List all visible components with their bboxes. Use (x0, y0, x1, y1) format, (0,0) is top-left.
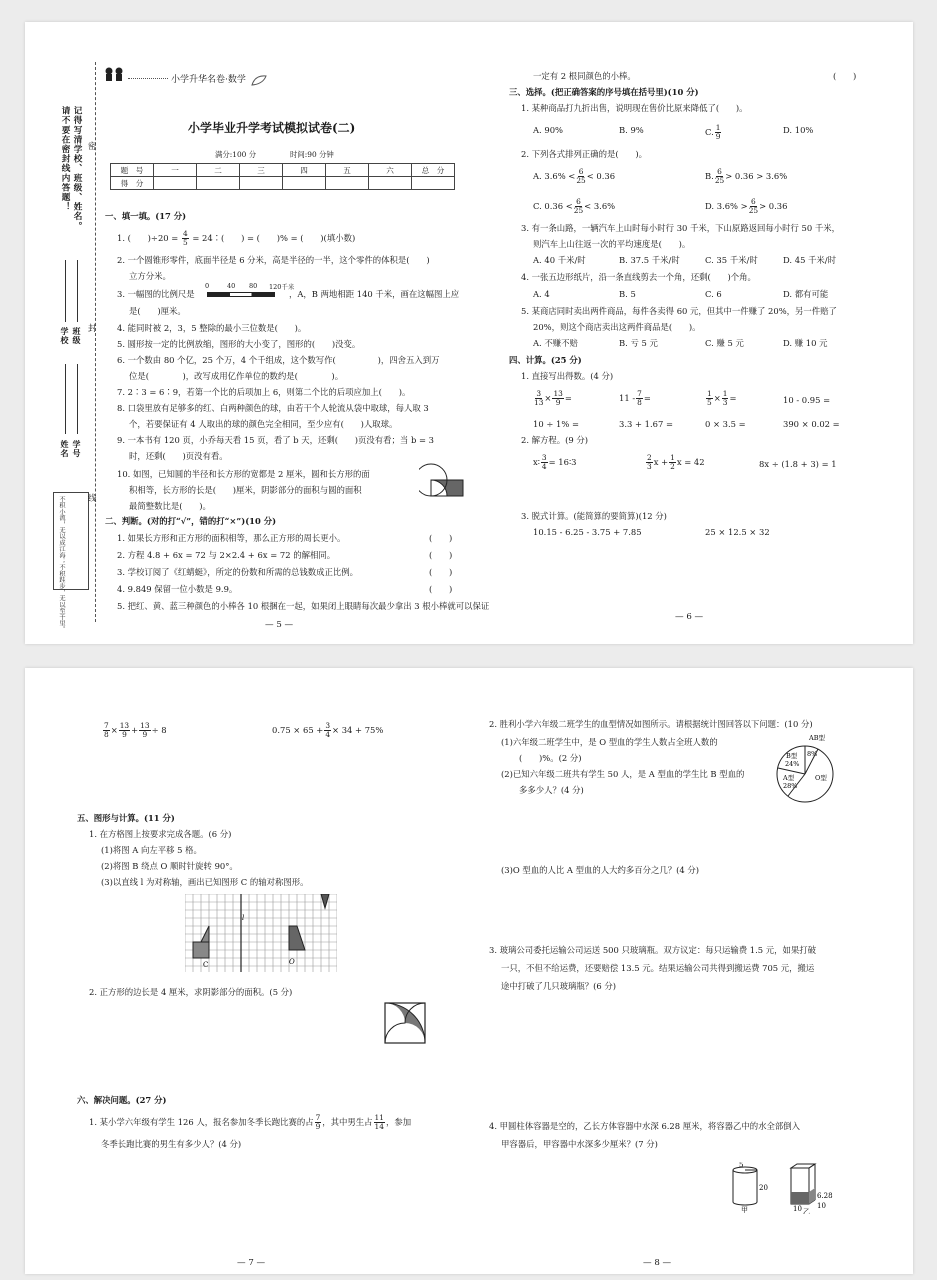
grid-label-o: O (289, 958, 295, 966)
equation: 8x ÷ (1.8 + 3) = 1 (759, 459, 837, 469)
choice-5-cont: 20%，则这个商店卖出这两件商品是( )。 (533, 322, 701, 332)
problem-1: 1. 某小学六年级有学生 126 人，报名参加冬季长跑比赛的占 $\frac{7}{9}$ ，其中男生占 $\frac{11}{14}$ ，参加 (89, 1113, 412, 1131)
seal-mark: 线 (88, 493, 97, 503)
calc-2: 2. 解方程。(9 分) (521, 435, 589, 445)
option: C. 赚 5 元 (705, 338, 744, 348)
problem-2: 2. 胜利小学六年级二班学生的血型情况如图所示。请根据统计图回答以下问题：(10 分) (489, 719, 813, 729)
option: A. 90% (533, 125, 563, 135)
choice-2: 2. 下列各式排列正确的是( )。 (521, 149, 648, 159)
fig-radius: 5 (739, 1162, 744, 1169)
score-cell: 六 (369, 164, 412, 177)
answer-paren[interactable]: ( ) (429, 567, 453, 577)
score-cell[interactable] (283, 177, 326, 190)
question-9-cont: 时，还剩( )页没有看。 (129, 451, 228, 461)
calc-item: $\frac{1}{5}$ × $\frac{1}{3}$ = (707, 389, 737, 407)
option: B. 9% (619, 125, 644, 135)
question-10-cont2: 最简整数比是( )。 (129, 501, 211, 511)
calc-1: 1. 直接写出得数。(4 分) (521, 371, 614, 381)
expression: 25 × 12.5 × 32 (705, 527, 770, 537)
pie-label-b: B型 (786, 752, 798, 760)
expression: 10.15 - 6.25 - 3.75 + 7.85 (533, 527, 642, 537)
option: D. 45 千米/时 (783, 255, 837, 265)
score-cell[interactable] (154, 177, 197, 190)
option: C. 35 千米/时 (705, 255, 758, 265)
motto-text: 不积小流，无以成江海；不积跬步，无以至千里。 (58, 496, 65, 633)
fig-name-yi: 乙 (803, 1208, 810, 1214)
question-8: 8. 口袋里放有足够多的红、白两种颜色的球，由若干个人轮流从袋中取球，每人取 3 (117, 403, 429, 413)
choice-4: 4. 一张五边形纸片，沿一条直线剪去一个角，还剩( )个角。 (521, 272, 756, 282)
question-6-cont: 位是( )，改写成用亿作单位的数约是( )。 (129, 371, 344, 381)
choice-3-cont: 则汽车上山往返一次的平均速度是( )。 (533, 239, 691, 249)
grid-label-c: C (203, 961, 209, 969)
option: B. 亏 5 元 (619, 338, 658, 348)
seal-mark: 封 (88, 323, 97, 333)
question-6: 6. 一个数由 80 个亿，25 个万，4 个千组成，这个数写作( )，四舍五入到万 (117, 355, 440, 365)
question-3-cont: 是( )厘米。 (129, 306, 186, 316)
score-cell[interactable] (326, 177, 369, 190)
graph-question-1: 1. 在方格图上按要求完成各题。(6 分) (89, 829, 232, 839)
score-cell[interactable] (369, 177, 412, 190)
option: B. $\frac{6}{25}$ > 0.36 > 3.6% (705, 167, 788, 185)
pie-label-o: O型 (815, 774, 827, 782)
section-heading: 三、选择。(把正确答案的序号填在括号里)(10 分) (509, 87, 699, 97)
score-table (110, 163, 455, 190)
answer-paren[interactable]: ( ) (429, 584, 453, 594)
option: D. 赚 10 元 (783, 338, 828, 348)
problem-4: 4. 甲圆柱体容器是空的，乙长方体容器中水深 6.28 厘米，将容器乙中的水全部倒入 (489, 1121, 800, 1131)
pie-value-a: 28% (783, 782, 798, 790)
option: A. 3.6% < $\frac{6}{25}$ < 0.36 (533, 167, 616, 185)
problem-2-part1-cont: ( )%。(2 分) (519, 753, 582, 763)
problem-4-cont: 甲容器后，甲容器中水深多少厘米？(7 分) (501, 1139, 658, 1149)
option: D. 都有可能 (783, 289, 829, 299)
top-spread (25, 22, 913, 644)
fig-width: 10 (817, 1202, 826, 1210)
pie-label-a: A型 (783, 774, 795, 782)
choice-1: 1. 某种商品打九折出售，说明现在售价比原来降低了( )。 (521, 103, 748, 113)
problem-1-cont: 冬季长跑比赛的男生有多少人？(4 分) (101, 1139, 242, 1149)
score-cell: 三 (240, 164, 283, 177)
question-3: 3. 一幅图的比例尺是 (117, 289, 195, 299)
blood-type-pie-chart (775, 728, 837, 808)
page-number: — 5 — (265, 620, 294, 630)
graph-sub-1: (1)将图 A 向左平移 5 格。 (101, 845, 202, 855)
side-label-school: 学校 (60, 327, 70, 345)
option: A. 40 千米/时 (533, 255, 586, 265)
square-grid[interactable] (185, 894, 337, 972)
answer-paren[interactable]: ( ) (429, 550, 453, 560)
calc-item: 390 × 0.02 = (783, 419, 840, 429)
leaf-icon (251, 71, 267, 83)
score-cell[interactable] (412, 177, 455, 190)
bottom-spread (25, 668, 913, 1274)
graph-question-2: 2. 正方形的边长是 4 厘米，求阴影部分的面积。(5 分) (89, 987, 293, 997)
option: D. 10% (783, 125, 814, 135)
judge-5: 5. 把红、黄、蓝三种颜色的小棒各 10 根捆在一起，如果闭上眼睛每次最少拿出 3 根小棒就可以保证 (117, 601, 490, 611)
page-title: 小学毕业升学考试模拟试卷(二) (188, 121, 356, 135)
problem-2-part3: (3)O 型血的人比 A 型血的人大约多百分之几？(4 分) (501, 865, 700, 875)
question-5: 5. 圆形按一定的比例放缩，图形的大小变了，图形的( )没变。 (117, 339, 361, 349)
option: A. 不赚不赔 (533, 338, 578, 348)
page-number: — 7 — (237, 1258, 266, 1268)
problem-3-cont2: 途中打破了几只玻璃瓶？(6 分) (501, 981, 617, 991)
score-cell: 题 号 (111, 164, 154, 177)
option: B. 37.5 千米/时 (619, 255, 680, 265)
question-8-cont: 个，若要保证有 4 人取出的球的颜色完全相同，至少应有( )人取球。 (129, 419, 398, 429)
problem-2-part2: (2)已知六年级二班共有学生 50 人，是 A 型血的学生比 B 型血的 (501, 769, 745, 779)
children-logo-icon (103, 66, 125, 82)
expression: 0.75 × 65 + $\frac{3}{4}$ × 34 + 75% (272, 721, 384, 739)
section-heading: 六、解决问题。(27 分) (77, 1095, 167, 1105)
judge-1: 1. 如果长方形和正方形的面积相等，那么正方形的周长更小。 (117, 533, 346, 543)
side-note-1: 请不要在密封线内答题！ (60, 106, 70, 212)
graph-sub-2: (2)将图 B 绕点 O 顺时针旋转 90°。 (101, 861, 238, 871)
exam-time: 时间:90 分钟 (290, 150, 334, 159)
circle-rectangle-figure (419, 460, 465, 500)
full-score: 满分:100 分 (215, 150, 257, 159)
side-label-name: 姓名 (60, 440, 70, 458)
question-10: 10. 如图，已知圆的半径和长方形的宽都是 2 厘米，圆和长方形的面 (117, 469, 370, 479)
score-cell: 一 (154, 164, 197, 177)
question-2-cont: 立方分米。 (129, 271, 171, 281)
side-line (65, 364, 66, 434)
section-heading: 四、计算。(25 分) (509, 355, 582, 365)
answer-paren[interactable]: ( ) (833, 71, 857, 81)
header-rule (128, 78, 168, 79)
calc-item: $\frac{3}{13}$ × $\frac{13}{9}$ = (534, 389, 572, 407)
graph-sub-3: (3)以直线 l 为对称轴，画出已知图形 C 的轴对称图形。 (101, 877, 309, 887)
series-title: 小学升华名卷·数学 (171, 75, 246, 85)
option: C. 6 (705, 289, 722, 299)
score-cell[interactable] (240, 177, 283, 190)
option: D. 3.6% > $\frac{6}{25}$ > 0.36 (705, 197, 788, 215)
choice-3: 3. 有一条山路，一辆汽车上山时每小时行 30 千米，下山原路返回每小时行 50 千米， (521, 223, 840, 233)
calc-item: 0 × 3.5 = (705, 419, 746, 429)
judge-2: 2. 方程 4.8 + 6x = 72 与 2×2.4 + 6x = 72 的解相同。 (117, 550, 336, 560)
score-cell: 五 (326, 164, 369, 177)
side-note-2: 记得写清学校、班级、姓名。 (72, 106, 82, 231)
fig-name-jia: 甲 (741, 1206, 748, 1214)
calc-item: 3.3 + 1.67 = (619, 419, 673, 429)
score-cell[interactable] (197, 177, 240, 190)
square-arc-figure (383, 1002, 427, 1044)
pie-value-b: 24% (785, 760, 800, 768)
grid-label-l: l (242, 914, 245, 922)
option: A. 4 (533, 289, 550, 299)
equation: x∶ $\frac{3}{4}$ = 16∶3 (533, 453, 577, 471)
question-7: 7. 2∶3 = 6∶9，若第一个比的后项加上 6，则第二个比的后项应加上( )。 (117, 387, 411, 397)
side-label-class: 班级 (72, 327, 82, 345)
judge-5-cont: 一定有 2 根同颜色的小棒。 (533, 71, 636, 81)
judge-3: 3. 学校订阅了《红蜻蜓》，所定的份数和所需的总钱数成正比例。 (117, 567, 358, 577)
score-cell: 四 (283, 164, 326, 177)
question-9: 9. 一本书有 120 页，小乔每天看 15 页，看了 b 天，还剩( )页没有看；当 b = 3 (117, 435, 434, 445)
problem-3-cont: 一只，不但不给运费，还要赔偿 13.5 元。结果运输公司共得到搬运费 705 元，搬运 (501, 963, 815, 973)
seal-mark: 密 (88, 141, 97, 151)
score-cell: 得 分 (111, 177, 154, 190)
calc-item: 10 ÷ 1% = (533, 419, 579, 429)
option: C. $\frac{1}{9}$ (705, 123, 721, 141)
question-4: 4. 能同时被 2，3，5 整除的最小三位数是( )。 (117, 323, 307, 333)
choice-5: 5. 某商店同时卖出两件商品，每件各卖得 60 元，但其中一件赚了 20%，另一件赔了 (521, 306, 837, 316)
fig-length: 10 (793, 1205, 802, 1213)
calc-item: 11 - $\frac{7}{8}$ = (619, 389, 651, 407)
container-figures (725, 1162, 837, 1214)
answer-paren[interactable]: ( ) (429, 533, 453, 543)
question-10-cont: 积相等，长方形的长是( )厘米，阴影部分的面积与圆的面积 (129, 485, 362, 495)
calc-3: 3. 脱式计算。(能简算的要简算)(12 分) (521, 511, 667, 521)
equation: $\frac{2}{3}$ x + $\frac{1}{2}$ x = 42 (647, 453, 705, 471)
question-3-mid: ，A，B 两地相距 140 千米，画在这幅图上应 (289, 289, 460, 299)
question-2: 2. 一个圆锥形零件，底面半径是 6 分米，高是半径的一半，这个零件的体积是( ) (117, 255, 430, 265)
side-line (77, 364, 78, 434)
section-heading: 二、判断。(对的打“√”，错的打“×”)(10 分) (105, 516, 277, 526)
side-line (77, 260, 78, 322)
side-label-number: 学号 (72, 440, 82, 458)
score-cell: 总 分 (412, 164, 455, 177)
problem-3: 3. 玻璃公司委托运输公司运送 500 只玻璃瓶。双方议定：每只运输费 1.5 元，如果打破 (489, 945, 816, 955)
calc-item: 10 - 0.95 = (783, 395, 831, 405)
scale-bar: 0 40 80 120千米 (205, 282, 287, 300)
page-number: — 6 — (675, 612, 704, 622)
motto-box (53, 492, 89, 633)
fig-height: 20 (759, 1184, 768, 1192)
side-line (65, 260, 66, 322)
section-heading: 五、图形与计算。(11 分) (77, 813, 175, 823)
page-number: — 8 — (643, 1258, 672, 1268)
score-cell: 二 (197, 164, 240, 177)
fig-water-depth: 6.28 (817, 1192, 833, 1200)
expression: $\frac{7}{8}$ × $\frac{13}{9}$ + $\frac{13}{9}$ ÷ 8 (104, 721, 167, 739)
question-1: 1. ( )÷20 = $\frac{4}{5}$ = 24∶( ) = ( )% = ( )(填小数) (117, 229, 356, 247)
section-heading: 一、填一填。(17 分) (105, 211, 187, 221)
pie-label-ab: AB型 (809, 734, 825, 742)
option: B. 5 (619, 289, 636, 299)
problem-2-part2-cont: 多多少人？(4 分) (519, 785, 584, 795)
problem-2-part1: (1)六年级二班学生中，是 O 型血的学生人数占全班人数的 (501, 737, 718, 747)
option: C. 0.36 < $\frac{6}{25}$ < 3.6% (533, 197, 616, 215)
pie-value-ab: 8% (807, 750, 818, 758)
judge-4: 4. 9.849 保留一位小数是 9.9。 (117, 584, 238, 594)
